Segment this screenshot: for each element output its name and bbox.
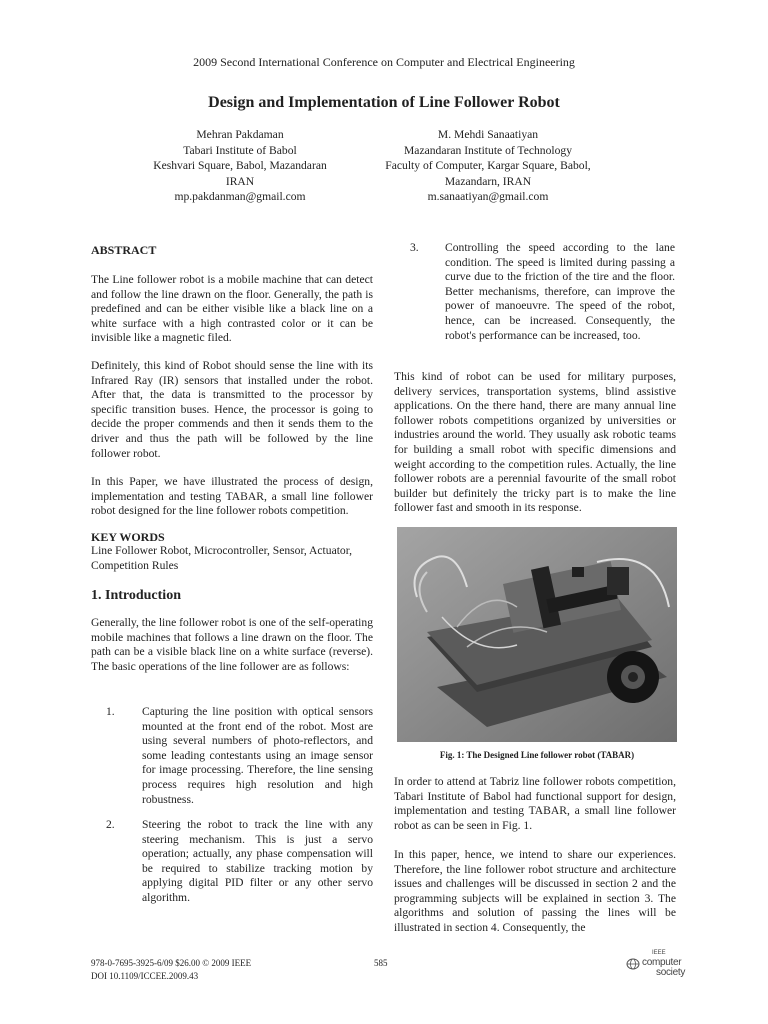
author-affiliation: Mazandaran Institute of Technology [404, 143, 572, 157]
abstract-paragraph: The Line follower robot is a mobile machine that can detect and follow the line drawn on the floor. Generally, the path is predefined and can be either visible like a black line on a white surface with a high contrasted color or it can be invisible like a magnetic filed. [91, 273, 373, 345]
author-address: Faculty of Computer, Kargar Square, Babol, [385, 159, 591, 173]
author-block-2 [373, 127, 603, 205]
logo-globe-icon [626, 958, 640, 970]
logo-society-text: society [656, 967, 686, 978]
robot-photo [397, 527, 677, 742]
abstract-paragraph: Definitely, this kind of Robot should sense the line with its Infrared Ray (IR) sensors that installed under the robot. After that, the data is transmitted to the processor by specific transition buses. Hence, the processor is going to decide the proper commends and then it sends them to the driver and thus the path will be followed by the line follower robot. [91, 359, 373, 460]
author-name: Mehran Pakdaman [196, 128, 284, 141]
author-block-1 [125, 127, 355, 205]
section-heading-introduction: 1. Introduction [91, 588, 181, 603]
list-item-number: 2. [106, 818, 115, 831]
logo-ieee-text: IEEE [652, 950, 666, 956]
author-country: Mazandarn, IRAN [444, 174, 532, 188]
figure-caption: Fig. 1: The Designed Line follower robot (TABAR) [439, 750, 635, 760]
author-name: M. Mehdi Sanaatiyan [437, 128, 539, 141]
author-email: m.sanaatiyan@gmail.com [427, 190, 549, 204]
conference-name: 2009 Second International Conference on Computer and Electrical Engineering [193, 55, 575, 69]
author-address: Keshvari Square, Babol, Mazandaran [153, 159, 327, 173]
doi-line: DOI 10.1109/ICCEE.2009.43 [91, 971, 199, 981]
abstract-paragraph: In this Paper, we have illustrated the process of design, implementation and testing TABAR, a small line follower robot designed for the line follower robots competition. [91, 475, 373, 518]
intro-paragraph: Generally, the line follower robot is one of the self-operating mobile machines that follows a line drawn on the floor. The path can be a visible black line on a white surface (reverse). The basic operations of the line follower are as follows: [91, 616, 373, 673]
list-item-text: Controlling the speed according to the lane condition. The speed is limited during passing a curve due to the friction of the tire and the floor. Better mechanisms, therefore, can improve the power of manoeuvre. The speed of the robot, hence, can be increased. Consequently, the robot's performance can be increased, too. [445, 241, 675, 342]
author-country: IRAN [225, 174, 255, 188]
paper-title: Design and Implementation of Line Follower Robot [208, 94, 560, 111]
page-number: 585 [374, 958, 388, 968]
ieee-computer-society-logo [618, 948, 698, 980]
list-item-number: 3. [410, 241, 419, 254]
list-item-text: Steering the robot to track the line with any steering mechanism. This is just a servo operation; actually, any phase compensation will be required to stabilize tracking motion by applying digital PID filter or any other servo algorithm. [142, 818, 373, 904]
list-item-number: 1. [106, 705, 115, 718]
body-paragraph: In order to attend at Tabriz line follower robots competition, Tabari Institute of Babol had functional support for design, implementation and testing TABAR, a small line follower robot as can be seen in Fig. 1. [394, 775, 676, 832]
isbn-line: 978-0-7695-3925-6/09 $26.00 © 2009 IEEE [91, 958, 252, 968]
robot-photo-illustration [397, 527, 677, 742]
list-item-text: Capturing the line position with optical sensors mounted at the front end of the robot. Most are using several numbers of photo-reflectors, and some leading contestants using an image sensor for image processing. Therefore, the line sensing process requires high resolution and high robustness. [142, 705, 373, 806]
author-affiliation: Tabari Institute of Babol [183, 143, 297, 157]
body-paragraph: This kind of robot can be used for military purposes, delivery services, transportation systems, blind assistive applications. On the there hand, there are many annual line follower robots competitions organized by universities or industries around the world. They usually ask robotic teams for building a small robot with specific dimensions and weight according to the competition rules. Actually, the line follower robots are a perennial favourite of the small robot builder but definitely the tricky part is to make the line follower fast and smooth in its response. [394, 370, 676, 515]
body-paragraph: In this paper, hence, we intend to share our experiences. Therefore, the line follower robot structure and architecture issues and challenges will be discussed in section 2 and the programming subjects will be explained in section 3. The algorithms and solution of passing the lines will be illustrated in section 4. Consequently, the [394, 848, 676, 934]
author-email: mp.pakdanman@gmail.com [174, 190, 306, 204]
logo-computer-text: computer [642, 957, 682, 968]
keywords-text: Line Follower Robot, Microcontroller, Sensor, Actuator, Competition Rules [91, 544, 353, 572]
keywords-heading: KEY WORDS [91, 530, 165, 544]
abstract-heading: ABSTRACT [91, 243, 157, 257]
